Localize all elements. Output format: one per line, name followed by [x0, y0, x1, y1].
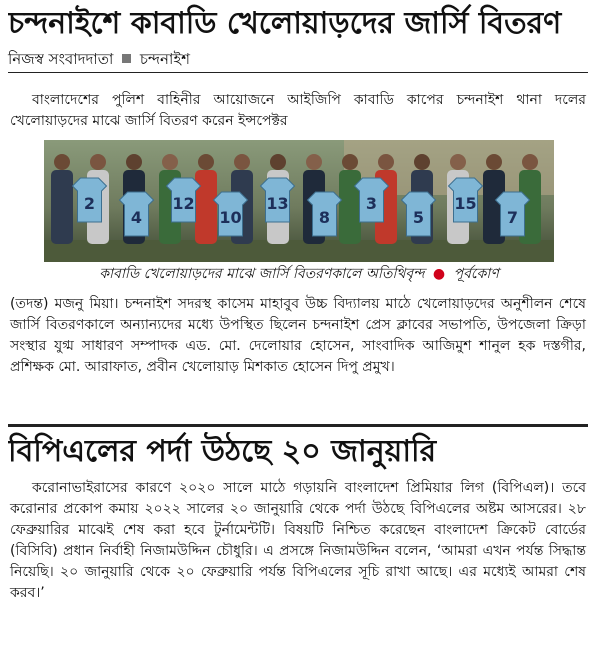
person-head: [342, 154, 358, 170]
jersey-number: 2: [83, 194, 96, 213]
person-head: [162, 154, 178, 170]
person-head: [306, 154, 322, 170]
person-body: [51, 170, 73, 244]
red-dot-icon: ●: [432, 266, 446, 282]
headline-bpl: বিপিএলের পর্দা উঠছে ২০ জানুয়ারি: [8, 434, 437, 469]
person-head: [90, 154, 106, 170]
article2-body: করোনাভাইরাসের কারণে ২০২০ সালে মাঠে গড়ায়নি বাংলাদেশ প্রিমিয়ার লিগ (বিপিএল)। তবে করোনার প্রকোপ কমায় ২০২২ সালের ২০ জানুয়ারি থেকে পর্দা উঠছে বিপিএলের অষ্টম আসরের। ২৮ ফেব্রুয়ারির মাঝেই শেষ করা হবে টুর্নামেন্টটি। বিষয়টি নিশ্চিত করেছেন বাংলাদেশ ক্রিকেট বোর্ডের (বিসিবি) প্রধান নির্বাহী নিজামউদ্দিন চৌধুরি। এ প্রসঙ্গে নিজামউদ্দিন বলেন, ‘আমরা এখন পর্যন্ত সিদ্ধান্ত নিয়েছি। ২০ জানুয়ারি থেকে ২০ ফেব্রুয়ারি পর্যন্ত বিপিএলের সূচি রাখা আছে। এর মধ্যেই আমরা শেষ করব।’: [10, 480, 586, 601]
jersey-number: 12: [172, 194, 195, 213]
person-head: [126, 154, 142, 170]
photo-ground: [44, 240, 554, 262]
headline-kabaddi-jersey: চন্দনাইশে কাবাডি খেলোয়াড়দের জার্সি বিতরণ: [8, 6, 562, 41]
jersey-number: 3: [365, 194, 378, 213]
byline-location: চন্দনাইশ: [139, 50, 191, 68]
jersey-number: 8: [318, 208, 331, 227]
byline-divider: [8, 72, 588, 73]
jersey-number: 15: [454, 194, 477, 213]
article1-intro: বাংলাদেশের পুলিশ বাহিনীর আয়োজনে আইজিপি কাবাডি কাপের চন্দনাইশ থানা দলের খেলোয়াড়দের মাঝে জার্সি বিতরণ করেন ইন্সপেক্টর: [10, 92, 586, 129]
square-bullet-icon: [122, 54, 131, 63]
photo-caption: [44, 264, 554, 284]
jersey-number: 13: [266, 194, 289, 213]
person-head: [54, 154, 70, 170]
person-body: [195, 170, 217, 244]
person-head: [522, 154, 538, 170]
person-head: [198, 154, 214, 170]
person-body: [339, 170, 361, 244]
person-head: [414, 154, 430, 170]
byline-reporter: নিজস্ব সংবাদদাতা: [8, 50, 114, 68]
person-head: [234, 154, 250, 170]
team-photo: [44, 140, 554, 262]
jersey-number: 10: [219, 208, 242, 227]
jersey-number: 4: [130, 208, 143, 227]
caption-text: কাবাডি খেলোয়াড়দের মাঝে জার্সি বিতরণকালে অতিথিবৃন্দ: [99, 266, 425, 282]
person-head: [450, 154, 466, 170]
caption-source: পূর্বকোণ: [453, 266, 499, 282]
person-head: [378, 154, 394, 170]
person-head: [270, 154, 286, 170]
person-head: [486, 154, 502, 170]
jersey-number: 5: [412, 208, 425, 227]
byline: [8, 48, 588, 70]
article-divider: [8, 424, 588, 427]
jersey-number: 7: [506, 208, 519, 227]
article1-body: (তদন্ত) মজনু মিয়া। চন্দনাইশ সদরস্থ কাসেম মাহাবুব উচ্চ বিদ্যালয় মাঠে খেলোয়াড়দের অনুশীলন শেষে জার্সি বিতরণকালে অন্যান্যদের মধ্যে উপস্থিত ছিলেন চন্দনাইশ প্রেস ক্লাবের সভাপতি, উপজেলা ক্রিড়া সংস্থার যুগ্ম সাধারণ সম্পাদক এড. মো. দেলোয়ার হোসেন, সাংবাদিক আজিমুশ শানুল হক দস্তগীর, প্রশিক্ষক মো. আরাফাত, প্রবীন খেলোয়াড় মিশকাত হোসেন দিপু প্রমুখ।: [10, 296, 586, 375]
